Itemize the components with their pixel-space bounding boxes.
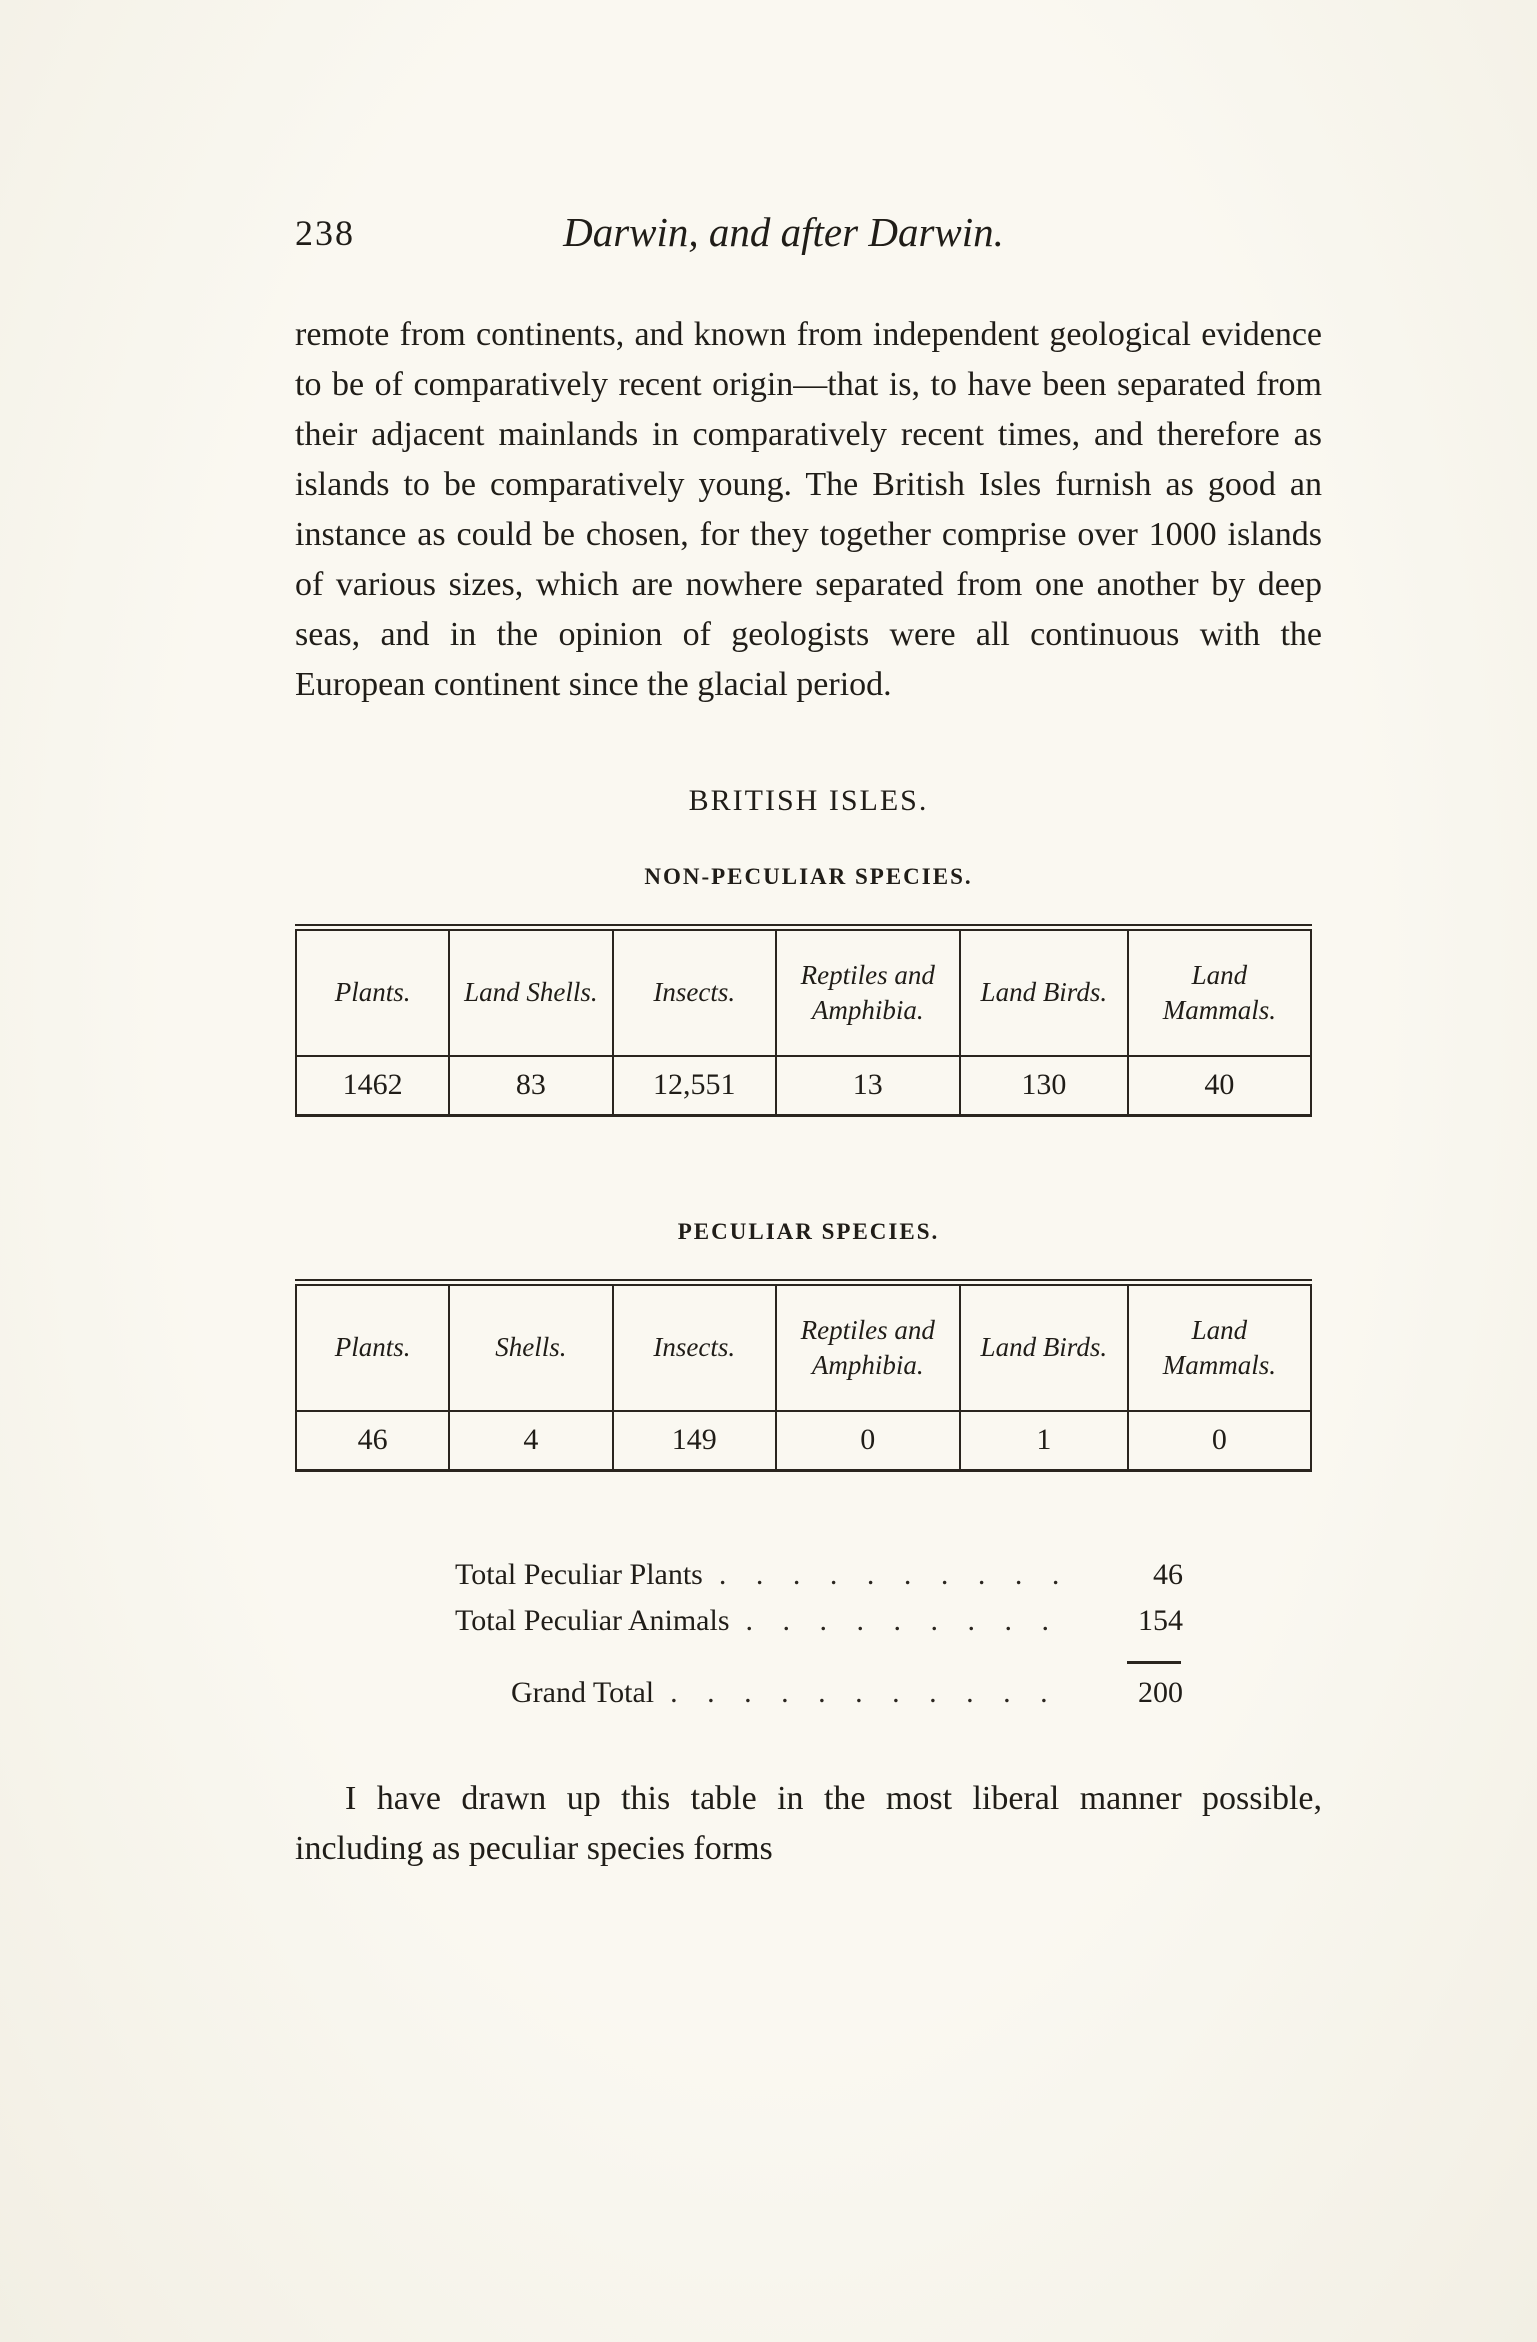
column-header-land-mammals: Land Mammals.: [1128, 928, 1311, 1056]
column-header-land-birds: Land Birds.: [960, 1283, 1128, 1411]
dot-leader: . . . . . . . . . . .: [670, 1676, 1059, 1709]
peculiar-species-table: [295, 1279, 1312, 1472]
total-value: 154: [1138, 1604, 1183, 1637]
totals-block: [455, 1552, 1183, 1716]
total-row-peculiar-plants: [455, 1552, 1183, 1598]
table-header-row: [296, 1283, 1311, 1411]
total-label: Total Peculiar Animals: [455, 1604, 730, 1637]
page-title: Darwin, and after Darwin.: [563, 209, 1004, 255]
cell-insects: 149: [613, 1411, 776, 1471]
cell-plants: 46: [296, 1411, 449, 1471]
paragraph-continuation: remote from continents, and known from independent geological evidence to be of comparatively recent origin—that is, to have been separated from their adjacent mainlands in comparatively recent times, and therefore as islands to be comparatively young. The British Isles furnish as good an instance as could be chosen, for they together comprise over 1000 islands of various sizes, which are nowhere separated from one another by deep seas, and in the opinion of geologists were all continuous with the European continent since the glacial period.: [295, 316, 1322, 703]
cell-shells: 4: [449, 1411, 612, 1471]
column-header-land-mammals: Land Mammals.: [1128, 1283, 1311, 1411]
cell-land-mammals: 40: [1204, 1068, 1235, 1102]
table-value-row: [296, 1056, 1311, 1116]
column-header-reptiles-amphibia: Reptiles and Amphibia.: [776, 928, 960, 1056]
total-row-grand-total: [455, 1670, 1183, 1716]
column-header-reptiles-amphibia: Reptiles and Amphibia.: [776, 1283, 960, 1411]
column-header-land-shells: Land Shells.: [449, 928, 612, 1056]
total-value: 46: [1153, 1558, 1183, 1591]
total-value: 200: [1103, 1670, 1183, 1716]
cell-plants: 1462: [296, 1056, 449, 1116]
column-header-insects: Insects.: [613, 1283, 776, 1411]
paragraph-final: I have drawn up this table in the most liberal manner possible, including as peculiar species forms: [295, 1780, 1322, 1867]
column-header-plants: Plants.: [296, 1283, 449, 1411]
cell-insects: 12,551: [613, 1056, 776, 1116]
table-header-row: [296, 928, 1311, 1056]
page-header: [295, 209, 1322, 270]
cell-reptiles-amphibia: 13: [776, 1056, 960, 1116]
dot-leader: . . . . . . . . . .: [718, 1558, 1071, 1591]
column-header-land-birds: Land Birds.: [960, 928, 1128, 1056]
column-header-plants: Plants.: [296, 928, 449, 1056]
total-label: Total Peculiar Plants: [455, 1558, 703, 1591]
table-caption-non-peculiar: NON-PECULIAR SPECIES.: [644, 864, 973, 889]
cell-land-birds: 130: [960, 1056, 1128, 1116]
table-value-row: [296, 1411, 1311, 1471]
cell-land-shells: 83: [449, 1056, 612, 1116]
cell-land-birds: 1: [960, 1411, 1128, 1471]
section-heading: BRITISH ISLES.: [688, 784, 929, 817]
column-header-insects: Insects.: [613, 928, 776, 1056]
total-label: Grand Total: [511, 1676, 655, 1709]
dot-leader: . . . . . . . . .: [745, 1604, 1061, 1637]
total-row-peculiar-animals: [455, 1598, 1183, 1644]
cell-land-mammals: 0: [1211, 1423, 1227, 1457]
column-header-shells: Shells.: [449, 1283, 612, 1411]
table-caption-peculiar: PECULIAR SPECIES.: [677, 1219, 940, 1244]
non-peculiar-species-table: [295, 924, 1312, 1117]
page-number: 238: [295, 213, 355, 253]
cell-reptiles-amphibia: 0: [776, 1411, 960, 1471]
